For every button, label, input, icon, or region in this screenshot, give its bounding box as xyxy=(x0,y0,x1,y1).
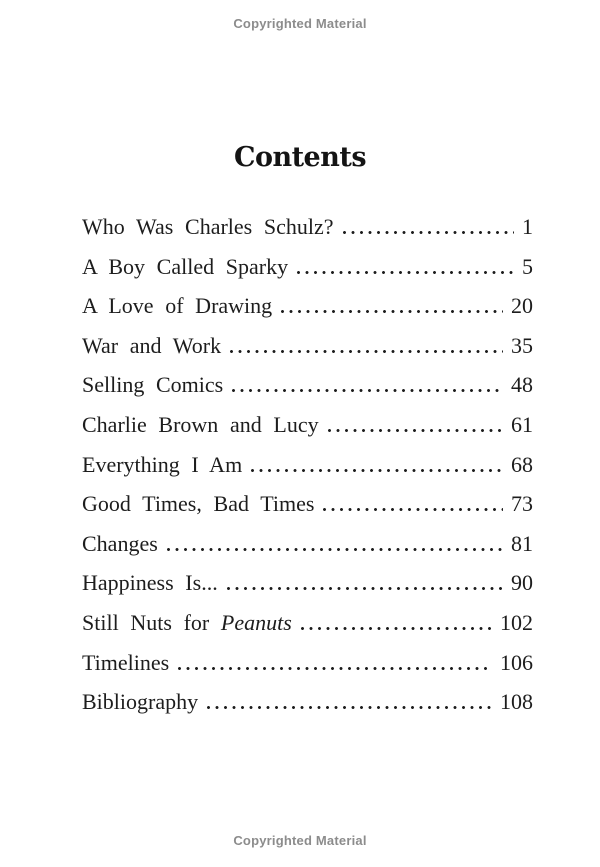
toc-entry xyxy=(82,405,533,445)
toc-entry-title xyxy=(82,247,288,287)
toc-entry xyxy=(82,247,533,287)
dot-leader xyxy=(323,508,503,511)
toc-entry xyxy=(82,445,533,485)
toc-entry-page-number: 1 xyxy=(522,214,533,239)
toc-entry-title-text: Timelines xyxy=(82,649,170,675)
toc-entry xyxy=(82,643,533,683)
dot-leader xyxy=(207,706,492,709)
toc-entry xyxy=(82,524,533,564)
toc-entry-title xyxy=(82,207,334,247)
toc-entry xyxy=(82,326,533,366)
toc-entry-title-text: A Boy Called Sparky xyxy=(82,253,289,279)
toc-entry xyxy=(82,286,533,326)
toc-entry-title-text: Everything I Am xyxy=(82,451,243,477)
dot-leader xyxy=(232,389,503,392)
toc-entry-title-text: Selling Comics xyxy=(82,372,224,398)
toc-entry-page-number: 61 xyxy=(511,411,533,437)
toc-entry xyxy=(82,563,533,603)
toc-entry xyxy=(82,682,533,722)
toc-entry-title xyxy=(82,286,272,326)
dot-leader xyxy=(251,469,503,472)
toc-entry-title xyxy=(82,563,218,603)
toc-entry-page-number: 81 xyxy=(511,530,533,556)
toc-entry xyxy=(82,603,533,643)
toc-entry-title xyxy=(82,365,223,405)
toc-entry-title xyxy=(82,326,221,366)
toc-entry-page-number: 106 xyxy=(500,649,533,675)
toc-entry-page-number: 108 xyxy=(500,689,533,715)
toc-entry-title-text: Charlie Brown and Lucy xyxy=(82,411,319,437)
toc-entry-page-number: 68 xyxy=(511,451,533,477)
toc-entry-page-number: 48 xyxy=(511,372,533,398)
dot-leader xyxy=(343,231,514,234)
toc-entry-title-text: Who Was Charles Schulz? xyxy=(82,214,334,239)
dot-leader xyxy=(301,627,492,630)
toc-entry-title xyxy=(82,484,314,524)
toc-entry-title xyxy=(82,405,319,445)
toc-entry-title xyxy=(82,682,198,722)
toc-entry-title-italic: Peanuts xyxy=(220,609,292,635)
toc-entry-title-text: War and Work xyxy=(82,332,222,358)
toc-entry-title-text: Bibliography xyxy=(82,689,199,715)
toc-entry-page-number: 102 xyxy=(500,609,533,635)
contents-heading: Contents xyxy=(233,142,367,173)
toc-entry-title-text: Changes xyxy=(82,530,158,556)
toc-entry-title xyxy=(82,524,158,564)
copyright-notice-bottom: Copyrighted Material xyxy=(233,833,367,848)
toc-entry-title-text: A Love of Drawing xyxy=(82,293,273,319)
toc-entry xyxy=(82,207,533,247)
toc-entry-title xyxy=(82,445,242,485)
toc-entry-title-text: Happiness Is... xyxy=(82,570,218,596)
dot-leader xyxy=(227,587,503,590)
toc-entry xyxy=(82,365,533,405)
dot-leader xyxy=(230,350,503,353)
toc-entry-title-text: Good Times, Bad Times xyxy=(82,491,315,517)
toc-entry-title-text: Still Nuts for xyxy=(82,609,221,635)
copyright-notice-top: Copyrighted Material xyxy=(233,16,367,31)
dot-leader xyxy=(328,429,503,432)
toc-entry-page-number: 73 xyxy=(511,491,533,517)
toc-entry-page-number: 90 xyxy=(511,570,533,596)
toc-entry-page-number: 5 xyxy=(522,253,533,279)
toc-entry-title xyxy=(82,603,292,643)
toc-entry-page-number: 20 xyxy=(511,293,533,319)
toc-list xyxy=(82,207,533,722)
dot-leader xyxy=(178,667,492,670)
dot-leader xyxy=(167,548,503,551)
toc-entry-page-number: 35 xyxy=(511,332,533,358)
dot-leader xyxy=(281,310,503,313)
toc-entry-title xyxy=(82,643,169,683)
dot-leader xyxy=(297,271,514,274)
toc-entry xyxy=(82,484,533,524)
